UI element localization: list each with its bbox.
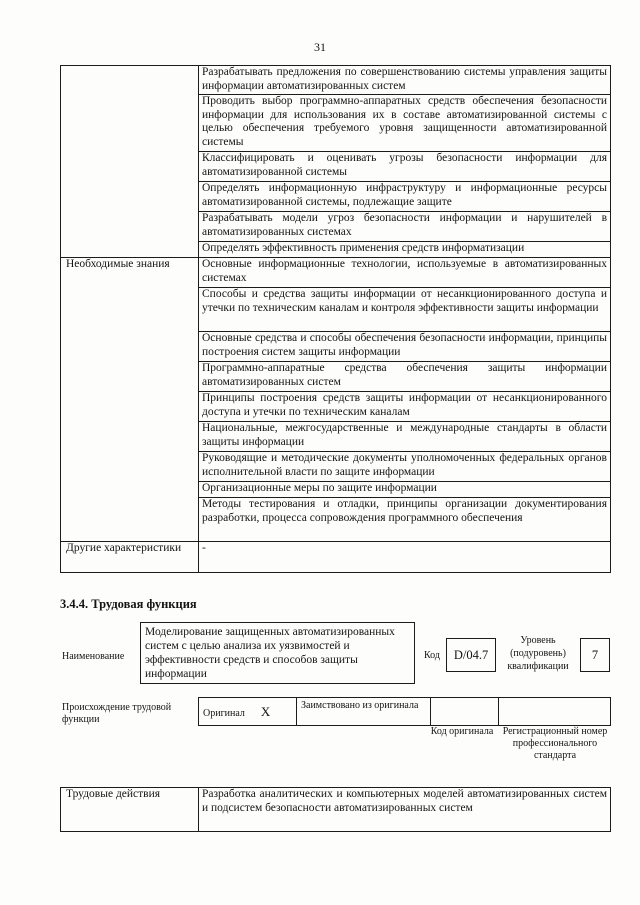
knowledge-item: Принципы построения средств защиты информации от несанкционированного доступа и утечки по техническим каналам (199, 392, 611, 422)
qualification-level-box: 7 (580, 638, 610, 672)
name-label: Наименование (62, 651, 125, 662)
original-cell (199, 698, 297, 726)
code-of-original-cell (431, 698, 499, 726)
borrowed-label: Заимствовано из оригинала (297, 698, 431, 726)
labor-actions-table (60, 787, 611, 832)
skill-item: Разрабатывать предложения по совершенствованию системы управления защиты информации автоматизированных систем (199, 66, 611, 95)
code-box: D/04.7 (446, 638, 496, 672)
knowledge-label: Необходимые знания (61, 258, 199, 542)
code-label: Код (424, 650, 440, 661)
origin-label: Происхождение трудовой функции (62, 702, 172, 725)
knowledge-item: Способы и средства защиты информации от несанкционированного доступа и утечки по техническим каналам и контроля эффективности защиты информации (199, 288, 611, 332)
labor-action-item: Разработка аналитических и компьютерных моделей автоматизированных систем и подсистем безопасности автоматизированных систем (199, 788, 611, 832)
original-label: Оригинал (203, 707, 245, 719)
skills-label-cell (61, 66, 199, 258)
knowledge-item: Программно-аппаратные средства обеспечения защиты информации автоматизированных систем (199, 362, 611, 392)
qualification-level-label: Уровень (подуровень) квалификации (507, 635, 569, 672)
reg-number-cell (499, 698, 611, 726)
other-characteristics-value: - (199, 542, 611, 573)
requirements-table (60, 65, 611, 573)
knowledge-item: Основные информационные технологии, используемые в автоматизированных системах (199, 258, 611, 288)
knowledge-item: Национальные, межгосударственные и международные стандарты в области защиты информации (199, 422, 611, 452)
knowledge-item: Основные средства и способы обеспечения безопасности информации, принципы построения систем защиты информации (199, 332, 611, 362)
other-characteristics-label: Другие характеристики (61, 542, 199, 573)
skill-item: Проводить выбор программно-аппаратных средств обеспечения безопасности информации для использования их в составе автоматизированной системы с целью обеспечения требуемого уровня защищенности автоматизированной системы (199, 95, 611, 152)
function-name-box: Моделирование защищенных автоматизированных систем с целью анализа их уязвимостей и эффективности средств и способов защиты информации (140, 622, 415, 684)
reg-number-label: Регистрационный номер профессионального стандарта (502, 726, 608, 761)
knowledge-item: Организационные меры по защите информации (199, 482, 611, 498)
skill-item: Разрабатывать модели угроз безопасности информации и нарушителей в автоматизированных системах (199, 212, 611, 242)
knowledge-item: Руководящие и методические документы уполномоченных федеральных органов исполнительной власти по защите информации (199, 452, 611, 482)
labor-actions-label: Трудовые действия (61, 788, 199, 832)
page-number: 31 (314, 40, 326, 54)
origin-table (198, 697, 611, 726)
section-title: 3.4.4. Трудовая функция (60, 597, 197, 611)
skill-item: Определять эффективность применения средств информатизации (199, 242, 611, 258)
original-mark: X (260, 703, 271, 719)
knowledge-item: Методы тестирования и отладки, принципы организации документирования разработки, процесса сопровождения программного обеспечения (199, 498, 611, 542)
skill-item: Определять информационную инфраструктуру и информационные ресурсы автоматизированной системы, подлежащие защите (199, 182, 611, 212)
code-of-original-label: Код оригинала (430, 726, 494, 737)
skill-item: Классифицировать и оценивать угрозы безопасности информации для автоматизированной системы (199, 152, 611, 182)
